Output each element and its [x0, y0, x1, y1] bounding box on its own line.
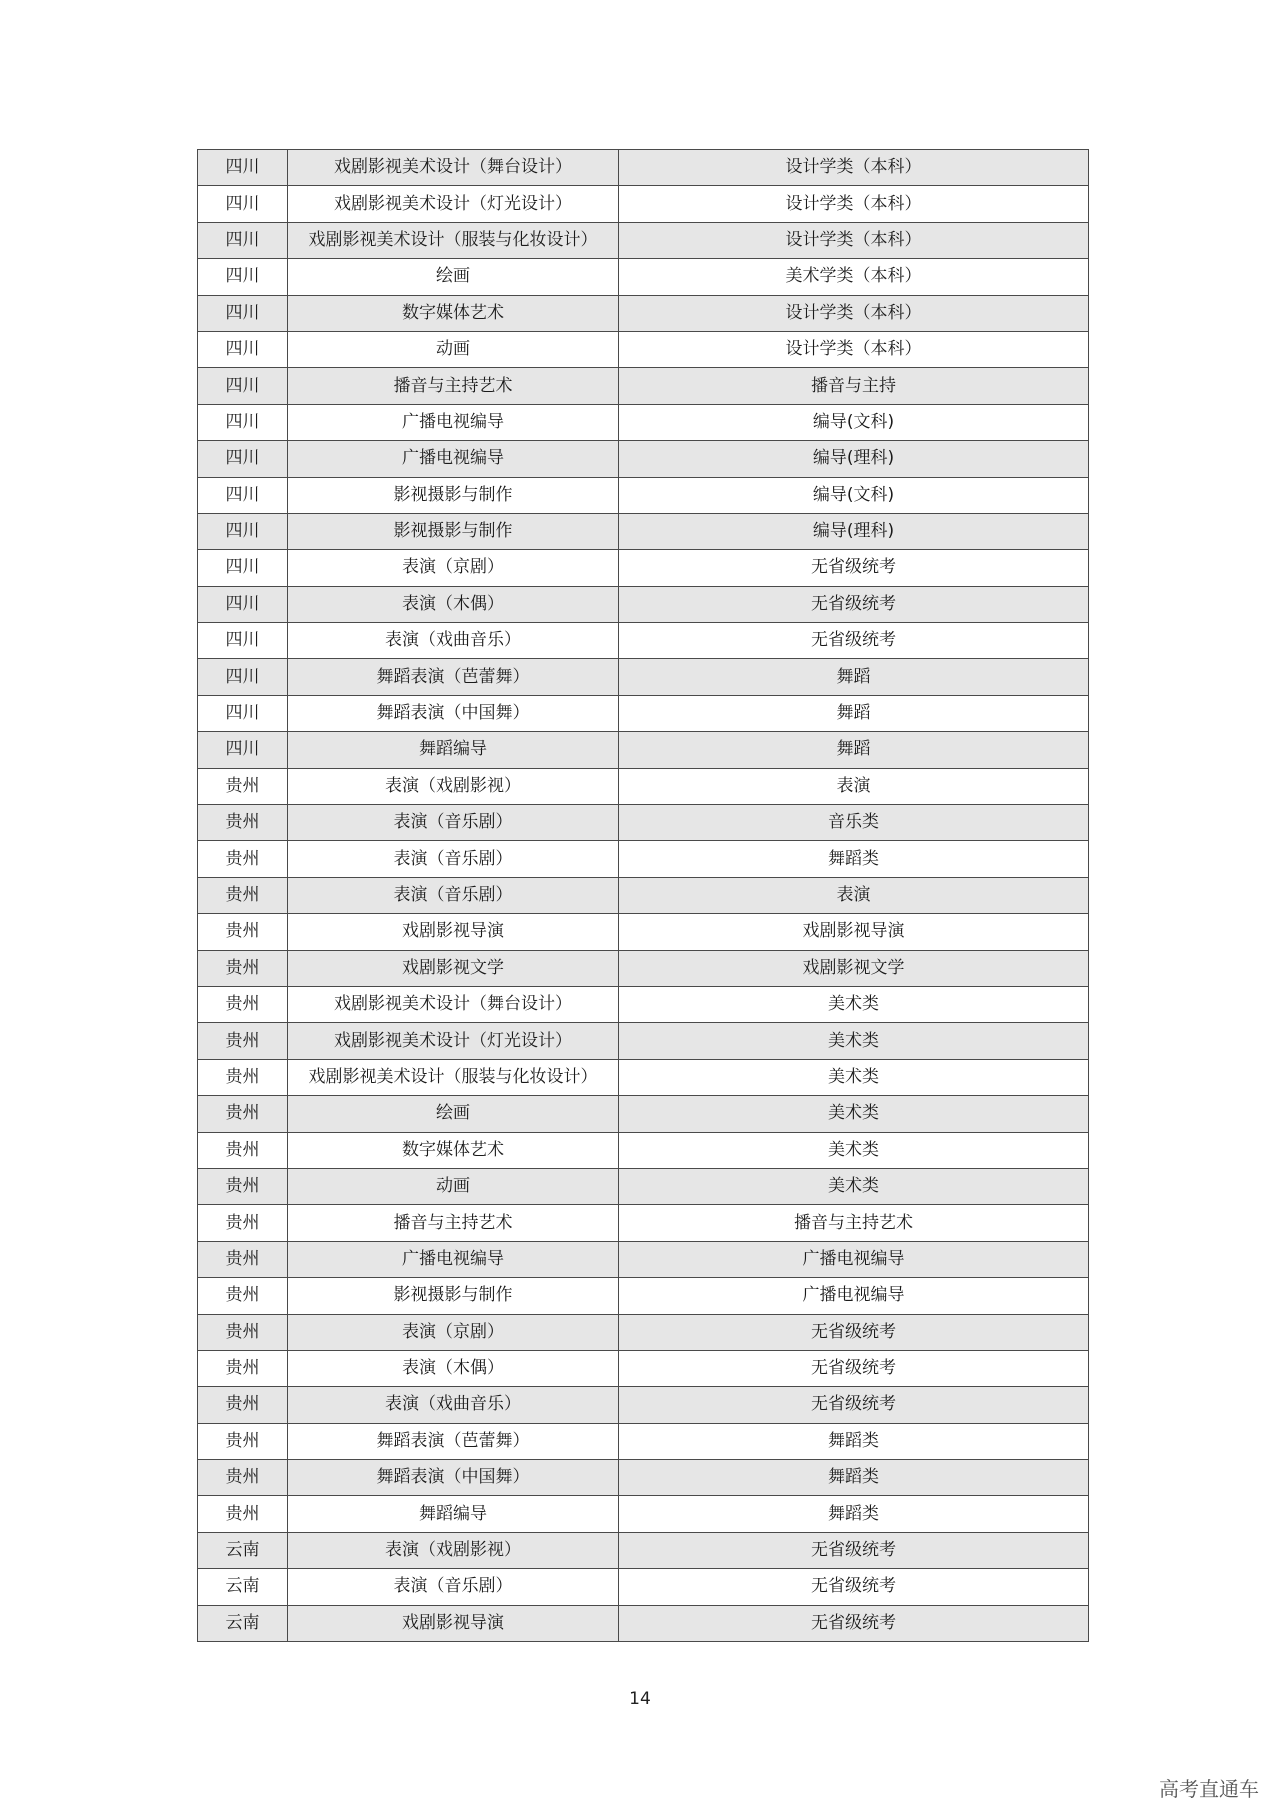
major-cell: 舞蹈编导: [288, 732, 619, 768]
major-cell: 数字媒体艺术: [288, 1132, 619, 1168]
major-cell: 影视摄影与制作: [288, 477, 619, 513]
table-row: [198, 1314, 1089, 1350]
exam-category-cell: 设计学类（本科）: [619, 295, 1089, 331]
province-cell: 贵州: [198, 1278, 288, 1314]
table-row: [198, 368, 1089, 404]
major-cell: 戏剧影视文学: [288, 950, 619, 986]
major-cell: 戏剧影视美术设计（灯光设计）: [288, 1023, 619, 1059]
exam-category-cell: 无省级统考: [619, 1569, 1089, 1605]
table-row: [198, 1387, 1089, 1423]
province-cell: 云南: [198, 1569, 288, 1605]
province-cell: 四川: [198, 513, 288, 549]
exam-category-cell: 设计学类（本科）: [619, 331, 1089, 367]
province-cell: 贵州: [198, 805, 288, 841]
exam-category-cell: 舞蹈类: [619, 1423, 1089, 1459]
major-exam-table: [197, 149, 1089, 1642]
province-cell: 四川: [198, 586, 288, 622]
major-cell: 表演（音乐剧）: [288, 841, 619, 877]
province-cell: 贵州: [198, 950, 288, 986]
exam-category-cell: 设计学类（本科）: [619, 186, 1089, 222]
province-cell: 四川: [198, 331, 288, 367]
table-row: [198, 986, 1089, 1022]
province-cell: 四川: [198, 441, 288, 477]
table-row: [198, 404, 1089, 440]
province-cell: 贵州: [198, 768, 288, 804]
major-cell: 表演（京剧）: [288, 1314, 619, 1350]
page-number: 14: [629, 1689, 651, 1709]
province-cell: 贵州: [198, 1460, 288, 1496]
province-cell: 贵州: [198, 1059, 288, 1095]
major-cell: 舞蹈编导: [288, 1496, 619, 1532]
table-row: [198, 1241, 1089, 1277]
exam-category-cell: 表演: [619, 877, 1089, 913]
major-cell: 表演（音乐剧）: [288, 877, 619, 913]
province-cell: 贵州: [198, 1241, 288, 1277]
table-row: [198, 732, 1089, 768]
table-row: [198, 695, 1089, 731]
exam-category-cell: 表演: [619, 768, 1089, 804]
exam-category-cell: 舞蹈: [619, 659, 1089, 695]
province-cell: 贵州: [198, 1132, 288, 1168]
major-cell: 播音与主持艺术: [288, 368, 619, 404]
table-row: [198, 768, 1089, 804]
major-cell: 动画: [288, 331, 619, 367]
exam-category-cell: 舞蹈: [619, 695, 1089, 731]
major-cell: 表演（京剧）: [288, 550, 619, 586]
watermark-logo-text: 高考直通车: [1159, 1777, 1259, 1801]
exam-category-cell: 舞蹈类: [619, 1460, 1089, 1496]
table-row: [198, 1059, 1089, 1095]
exam-category-cell: 播音与主持: [619, 368, 1089, 404]
major-cell: 表演（音乐剧）: [288, 1569, 619, 1605]
exam-category-cell: 播音与主持艺术: [619, 1205, 1089, 1241]
province-cell: 四川: [198, 550, 288, 586]
province-cell: 云南: [198, 1532, 288, 1568]
table-row: [198, 1605, 1089, 1641]
table-row: [198, 914, 1089, 950]
table-row: [198, 1132, 1089, 1168]
exam-category-cell: 编导(理科): [619, 513, 1089, 549]
table-row: [198, 150, 1089, 186]
exam-category-cell: 戏剧影视文学: [619, 950, 1089, 986]
table-row: [198, 1168, 1089, 1204]
province-cell: 四川: [198, 259, 288, 295]
major-cell: 舞蹈表演（芭蕾舞）: [288, 659, 619, 695]
province-cell: 贵州: [198, 1496, 288, 1532]
major-cell: 动画: [288, 1168, 619, 1204]
major-cell: 影视摄影与制作: [288, 513, 619, 549]
exam-category-cell: 舞蹈类: [619, 1496, 1089, 1532]
table-row: [198, 950, 1089, 986]
major-cell: 戏剧影视导演: [288, 914, 619, 950]
province-cell: 四川: [198, 477, 288, 513]
table-row: [198, 1532, 1089, 1568]
major-cell: 绘画: [288, 1096, 619, 1132]
exam-category-cell: 舞蹈类: [619, 841, 1089, 877]
exam-category-cell: 编导(理科): [619, 441, 1089, 477]
province-cell: 四川: [198, 368, 288, 404]
major-cell: 表演（戏剧影视）: [288, 768, 619, 804]
table-row: [198, 331, 1089, 367]
table-row: [198, 841, 1089, 877]
province-cell: 四川: [198, 295, 288, 331]
province-cell: 四川: [198, 695, 288, 731]
province-cell: 贵州: [198, 914, 288, 950]
table-row: [198, 1496, 1089, 1532]
major-cell: 戏剧影视美术设计（灯光设计）: [288, 186, 619, 222]
major-cell: 舞蹈表演（中国舞）: [288, 695, 619, 731]
exam-category-cell: 无省级统考: [619, 1387, 1089, 1423]
province-cell: 贵州: [198, 1350, 288, 1386]
table-row: [198, 1423, 1089, 1459]
province-cell: 贵州: [198, 1023, 288, 1059]
exam-category-cell: 美术学类（本科）: [619, 259, 1089, 295]
table-row: [198, 259, 1089, 295]
table-row: [198, 1205, 1089, 1241]
province-cell: 四川: [198, 222, 288, 258]
table-row: [198, 805, 1089, 841]
major-cell: 数字媒体艺术: [288, 295, 619, 331]
table-body: [198, 150, 1089, 1642]
major-cell: 表演（木偶）: [288, 1350, 619, 1386]
province-cell: 贵州: [198, 1314, 288, 1350]
table-row: [198, 877, 1089, 913]
table-row: [198, 550, 1089, 586]
major-cell: 舞蹈表演（芭蕾舞）: [288, 1423, 619, 1459]
exam-category-cell: 无省级统考: [619, 1314, 1089, 1350]
exam-category-cell: 美术类: [619, 986, 1089, 1022]
exam-category-cell: 广播电视编导: [619, 1241, 1089, 1277]
exam-category-cell: 舞蹈: [619, 732, 1089, 768]
major-cell: 影视摄影与制作: [288, 1278, 619, 1314]
exam-category-cell: 戏剧影视导演: [619, 914, 1089, 950]
table-row: [198, 1460, 1089, 1496]
table-row: [198, 623, 1089, 659]
major-cell: 表演（戏曲音乐）: [288, 623, 619, 659]
table-row: [198, 186, 1089, 222]
province-cell: 贵州: [198, 986, 288, 1022]
major-cell: 戏剧影视美术设计（服装与化妆设计）: [288, 222, 619, 258]
exam-category-cell: 美术类: [619, 1168, 1089, 1204]
major-cell: 广播电视编导: [288, 404, 619, 440]
major-cell: 戏剧影视美术设计（服装与化妆设计）: [288, 1059, 619, 1095]
exam-category-cell: 编导(文科): [619, 404, 1089, 440]
province-cell: 四川: [198, 186, 288, 222]
major-cell: 戏剧影视美术设计（舞台设计）: [288, 150, 619, 186]
province-cell: 四川: [198, 732, 288, 768]
exam-category-cell: 美术类: [619, 1096, 1089, 1132]
major-cell: 戏剧影视美术设计（舞台设计）: [288, 986, 619, 1022]
province-cell: 贵州: [198, 1096, 288, 1132]
exam-category-cell: 无省级统考: [619, 1532, 1089, 1568]
table-row: [198, 659, 1089, 695]
province-cell: 贵州: [198, 841, 288, 877]
exam-category-cell: 美术类: [619, 1132, 1089, 1168]
major-cell: 舞蹈表演（中国舞）: [288, 1460, 619, 1496]
exam-category-cell: 无省级统考: [619, 623, 1089, 659]
table-row: [198, 222, 1089, 258]
exam-category-cell: 无省级统考: [619, 1605, 1089, 1641]
major-cell: 播音与主持艺术: [288, 1205, 619, 1241]
exam-category-cell: 美术类: [619, 1023, 1089, 1059]
table-row: [198, 1096, 1089, 1132]
province-cell: 四川: [198, 404, 288, 440]
table-row: [198, 1569, 1089, 1605]
exam-category-cell: 无省级统考: [619, 586, 1089, 622]
major-cell: 戏剧影视导演: [288, 1605, 619, 1641]
major-cell: 表演（戏剧影视）: [288, 1532, 619, 1568]
table-row: [198, 1278, 1089, 1314]
table-row: [198, 1350, 1089, 1386]
major-cell: 表演（木偶）: [288, 586, 619, 622]
table-row: [198, 513, 1089, 549]
province-cell: 贵州: [198, 1387, 288, 1423]
province-cell: 贵州: [198, 1168, 288, 1204]
exam-category-cell: 广播电视编导: [619, 1278, 1089, 1314]
exam-category-cell: 无省级统考: [619, 1350, 1089, 1386]
province-cell: 四川: [198, 623, 288, 659]
province-cell: 云南: [198, 1605, 288, 1641]
table-row: [198, 1023, 1089, 1059]
major-cell: 广播电视编导: [288, 441, 619, 477]
exam-category-cell: 音乐类: [619, 805, 1089, 841]
major-cell: 广播电视编导: [288, 1241, 619, 1277]
exam-category-cell: 美术类: [619, 1059, 1089, 1095]
major-cell: 绘画: [288, 259, 619, 295]
table-row: [198, 441, 1089, 477]
table-row: [198, 477, 1089, 513]
exam-category-cell: 设计学类（本科）: [619, 222, 1089, 258]
table-row: [198, 586, 1089, 622]
exam-category-cell: 无省级统考: [619, 550, 1089, 586]
exam-category-cell: 设计学类（本科）: [619, 150, 1089, 186]
province-cell: 四川: [198, 150, 288, 186]
province-cell: 贵州: [198, 877, 288, 913]
province-cell: 贵州: [198, 1205, 288, 1241]
exam-category-cell: 编导(文科): [619, 477, 1089, 513]
major-cell: 表演（戏曲音乐）: [288, 1387, 619, 1423]
province-cell: 四川: [198, 659, 288, 695]
province-cell: 贵州: [198, 1423, 288, 1459]
table-row: [198, 295, 1089, 331]
major-cell: 表演（音乐剧）: [288, 805, 619, 841]
